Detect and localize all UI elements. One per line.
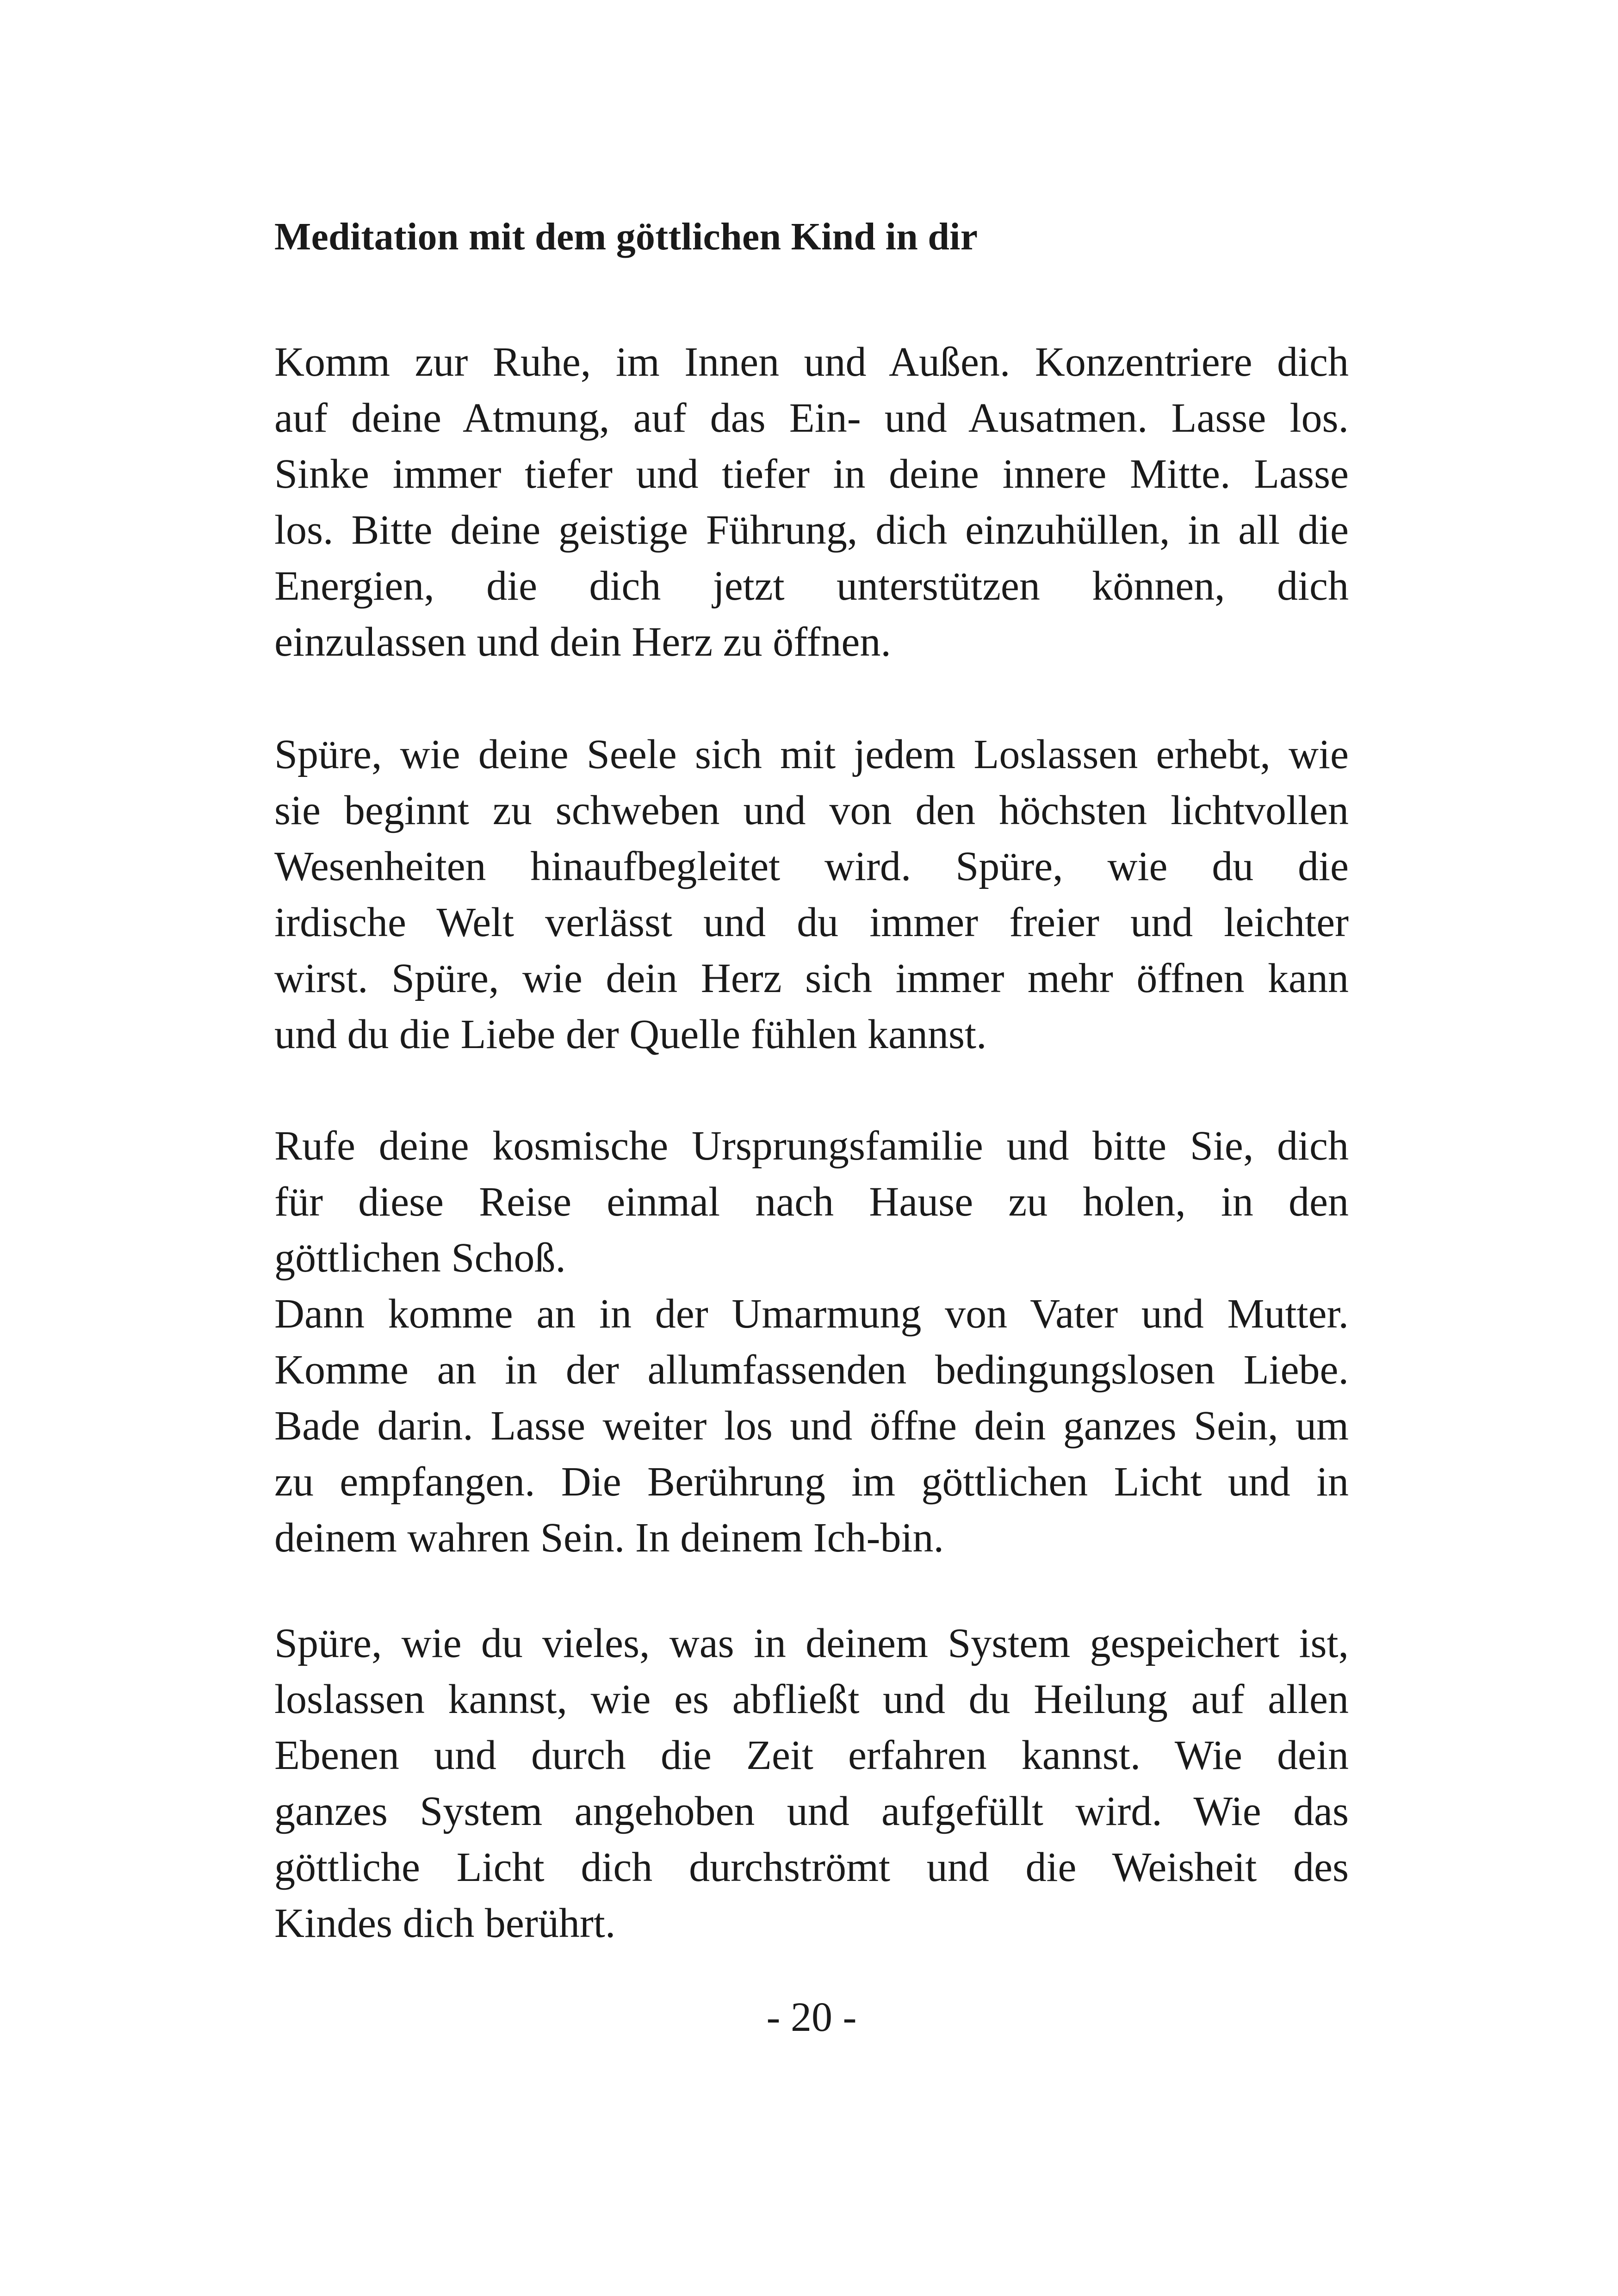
paragraph-line: Kindes dich berührt. <box>274 1900 616 1946</box>
paragraph-line: Spüre, wie du vieles, was in deinem System gespeichert ist, <box>274 1620 1349 1666</box>
paragraph-5 <box>274 1615 1349 1951</box>
paragraph-line: wirst. Spüre, wie dein Herz sich immer mehr öffnen kann <box>274 956 1349 1001</box>
paragraph-line: loslassen kannst, wie es abfließt und du Heilung auf allen <box>274 1676 1349 1722</box>
paragraph-line: auf deine Atmung, auf das Ein- und Ausatmen. Lasse los. <box>274 395 1349 441</box>
paragraph-line: göttliche Licht dich durchströmt und die Weisheit des <box>274 1844 1349 1890</box>
book-page <box>274 0 1349 2296</box>
paragraph-line: sie beginnt zu schweben und von den höchsten lichtvollen <box>274 788 1349 833</box>
paragraph-line: deinem wahren Sein. In deinem Ich-bin. <box>274 1515 944 1561</box>
paragraph-line: Spüre, wie deine Seele sich mit jedem Loslassen erhebt, wie <box>274 732 1349 777</box>
chapter-title: Meditation mit dem göttlichen Kind in dir <box>274 215 978 258</box>
paragraph-line: Komm zur Ruhe, im Innen und Außen. Konzentriere dich <box>274 339 1349 385</box>
page-number: - 20 - <box>766 1994 857 2040</box>
paragraph-line: Energien, die dich jetzt unterstützen können, dich <box>274 563 1349 609</box>
paragraph-line: Wesenheiten hinaufbegleitet wird. Spüre, wie du die <box>274 844 1349 889</box>
paragraph-line: Sinke immer tiefer und tiefer in deine innere Mitte. Lasse <box>274 451 1349 497</box>
paragraph-line: Dann komme an in der Umarmung von Vater und Mutter. <box>274 1291 1349 1337</box>
paragraph-line: Komme an in der allumfassenden bedingungslosen Liebe. <box>274 1347 1349 1393</box>
paragraph-2 <box>274 726 1349 1062</box>
paragraph-line: zu empfangen. Die Berührung im göttlichen Licht und in <box>274 1459 1349 1505</box>
paragraph-4 <box>274 1286 1349 1566</box>
paragraph-line: irdische Welt verlässt und du immer freier und leichter <box>274 900 1349 945</box>
paragraph-1 <box>274 334 1349 670</box>
paragraph-line: Bade darin. Lasse weiter los und öffne dein ganzes Sein, um <box>274 1403 1349 1449</box>
paragraph-line: Rufe deine kosmische Ursprungsfamilie und bitte Sie, dich <box>274 1123 1349 1169</box>
paragraph-line: einzulassen und dein Herz zu öffnen. <box>274 619 891 665</box>
paragraph-line: göttlichen Schoß. <box>274 1235 566 1281</box>
paragraph-line: und du die Liebe der Quelle fühlen kannst. <box>274 1011 987 1057</box>
paragraph-line: für diese Reise einmal nach Hause zu holen, in den <box>274 1179 1349 1225</box>
paragraph-line: los. Bitte deine geistige Führung, dich einzuhüllen, in all die <box>274 507 1349 553</box>
paragraph-3 <box>274 1118 1349 1286</box>
paragraph-line: Ebenen und durch die Zeit erfahren kannst. Wie dein <box>274 1732 1349 1778</box>
paragraph-line: ganzes System angehoben und aufgefüllt wird. Wie das <box>274 1788 1349 1834</box>
